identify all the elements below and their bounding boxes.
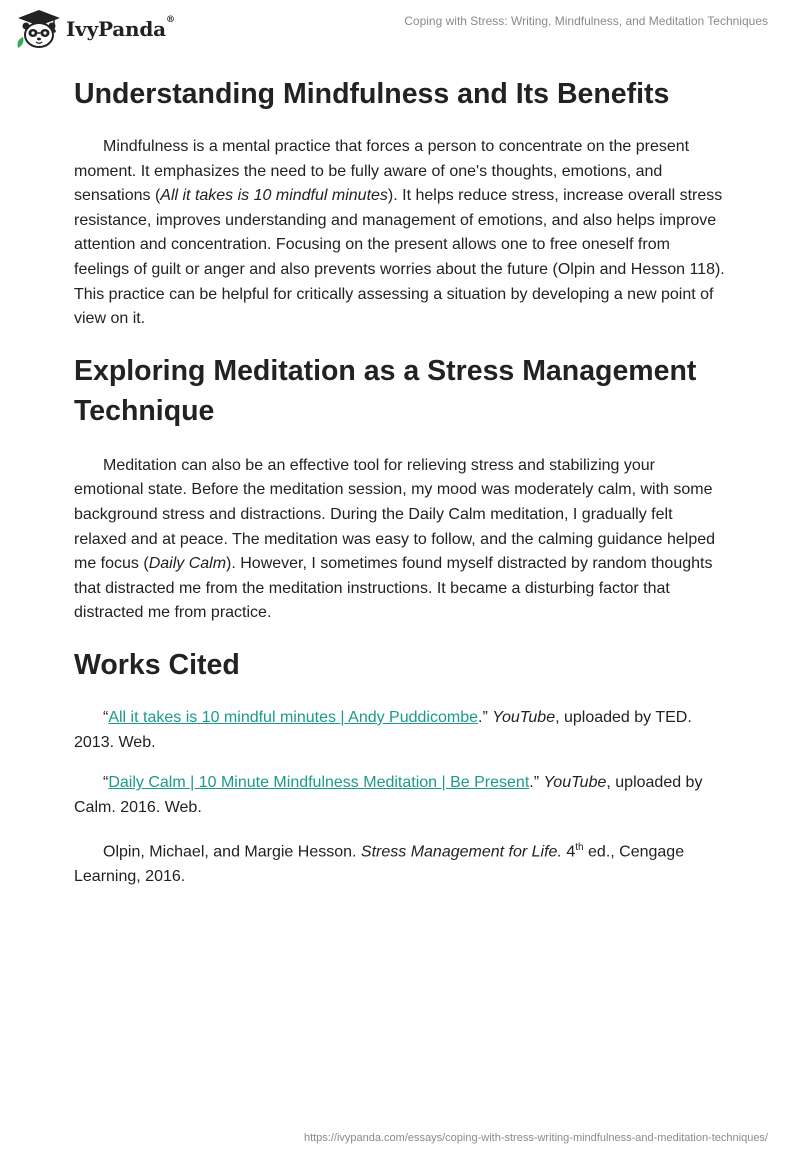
inline-citation: Daily Calm: [148, 555, 227, 573]
citation-entry: “All it takes is 10 mindful minutes | Andy Puddicombe.” YouTube, uploaded by TED. 2013. Web.: [74, 708, 692, 751]
document-title: Coping with Stress: Writing, Mindfulness, and Meditation Techniques: [404, 14, 768, 28]
works-cited-heading: Works Cited: [74, 648, 240, 681]
citation-entry: “Daily Calm | 10 Minute Mindfulness Meditation | Be Present.” YouTube, uploaded by Calm. 2016. Web.: [74, 774, 703, 816]
ivypanda-logo[interactable]: [14, 8, 175, 50]
paragraph-mindfulness: Mindfulness is a mental practice that forces a person to concentrate on the present moment. It emphasizes the need to be fully aware of one's thoughts, emotions, and sensations (All it takes is 10 mindful minutes). It helps reduce stress, increase overall stress resistance, improves understanding and management of emotions, and also helps improve attention and concentration. Focusing on the present allows one to free oneself from feelings of guilt or anger and also prevents worries about the future (Olpin and Hesson 118). This practice can be helpful for critically assessing a situation by developing a new point of view on it.: [74, 138, 725, 328]
citation-link-calm[interactable]: Daily Calm | 10 Minute Mindfulness Meditation | Be Present: [108, 774, 530, 792]
section-heading-meditation: Exploring Meditation as a Stress Management Technique: [74, 354, 697, 427]
section-heading-mindfulness: Understanding Mindfulness and Its Benefits: [74, 78, 670, 110]
panda-graduate-icon: [14, 8, 64, 50]
citation-link-ted[interactable]: All it takes is 10 mindful minutes | Andy Puddicombe: [108, 708, 478, 726]
paragraph-meditation: Meditation can also be an effective tool for relieving stress and stabilizing your emotional state. Before the meditation session, my mood was moderately calm, with some background stress and distractions. During the Daily Calm meditation, I gradually felt relaxed and at peace. The meditation was easy to follow, and the calming guidance helped me focus (Daily Calm). However, I sometimes found myself distracted by random thoughts that distracted me from the meditation instructions. It became a disturbing factor that distracted me from practice.: [74, 456, 716, 622]
inline-citation: All it takes is 10 mindful minutes: [160, 187, 388, 205]
footer-url: https://ivypanda.com/essays/coping-with-stress-writing-mindfulness-and-meditation-techniques/: [303, 1132, 768, 1144]
essay-body: [74, 70, 726, 890]
registered-mark: ®: [165, 15, 175, 25]
citation-entry: Olpin, Michael, and Margie Hesson. Stress Management for Life. 4th ed., Cengage Learning, 2016.: [74, 842, 685, 886]
page-header: [0, 0, 800, 60]
logo-text: IvyPanda®: [66, 15, 175, 41]
